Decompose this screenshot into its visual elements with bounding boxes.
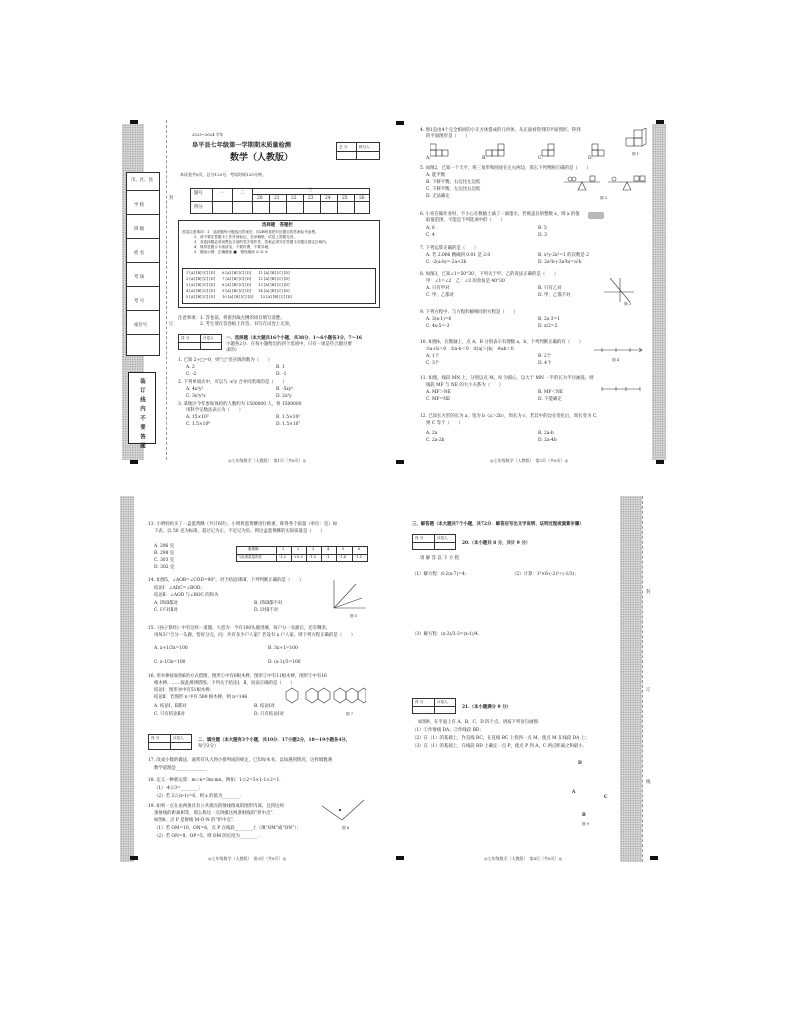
q15-option-a: A. x+1/3x=100 xyxy=(154,646,188,651)
score-sub-22: 22 xyxy=(291,196,297,201)
info-label-class: 班 级 xyxy=(134,227,145,232)
question-19: 19. 如果一点在由两条具有公共端点的射线组成的图形内部，且到这两 xyxy=(148,804,284,809)
q5-option-d: D. 无法确定 xyxy=(426,194,450,199)
question-12: 12. 已知长方形的长为 a，宽为 b（a＞2b），周长为 c，若其中的边长变化后，周长变为 C， xyxy=(420,414,601,419)
question-16-cont: 根木棒，……按此规律搭图，下列关于结论Ⅰ，Ⅱ，说法正确的是（ ） xyxy=(154,681,295,686)
q19-figure-caption: 图 8 xyxy=(342,826,350,830)
number-line-figure xyxy=(592,342,644,358)
answer-card-line: 4．保持答题卡卡面清洁，不要折叠、不要弄破。 xyxy=(194,245,272,249)
q21-part-2: （2）在（1）的基础上，作直线 BC，在直线 BC 上找到一点 M，使点 M 在线段 DA 上； xyxy=(412,736,590,741)
q4-option-d: D. xyxy=(588,156,593,161)
q8-option-d: D. 甲、乙都不对 xyxy=(538,293,571,298)
q7-option-b: B. x²y-2x²=1 的次数是 2 xyxy=(538,253,589,258)
q20-part-1: （1）解方程：6-2(x-7)=4； xyxy=(412,572,470,577)
q12-option-d: D. 2a-4b xyxy=(538,438,557,443)
score-sub-24: 24 xyxy=(325,196,331,201)
q21-score-label: 得 分 xyxy=(415,700,424,704)
q9-option-b: B. 2x-3=1 xyxy=(538,317,560,322)
question-7: 7. 下列运算正确的是（ ） xyxy=(420,246,479,251)
score-sub-26: 26 xyxy=(359,196,365,201)
q3-option-a: A. 15×10⁵ xyxy=(186,415,209,420)
question-19-cont: 如图8，点 P 是射线 M-O-N 的“折中点”． xyxy=(154,818,238,823)
exam-year: 2023~2024 学年 xyxy=(192,132,224,137)
q20-score-label: 得 分 xyxy=(415,536,424,540)
section1-title: 一、选择题（本大题共16个小题，共38分．1～6小题各3分，7～16 xyxy=(226,336,362,341)
question-3: 3. 某地区今年参加体检的人数约为 1500000 人，将 1500000 xyxy=(178,402,302,407)
section2-title: 二、填空题（本大题有3个小题，共10分．17小题2分，18～19小题各4分， xyxy=(198,738,351,743)
q21-figure-caption: 图 9 xyxy=(582,822,590,826)
question-11: 11. 如图，线段 MN 上，分别以点 M，N 为圆心，以大于 MN 一半的长为半径画弧，则 xyxy=(420,376,594,381)
registration-mark xyxy=(130,856,138,860)
q20-part-3: （3）解方程：(x-2)/3-3=(x-1)/4． xyxy=(412,632,483,637)
info-label-seat: 座位号 xyxy=(134,323,148,328)
q4-option-b: B. xyxy=(482,156,487,161)
q6-option-b: B. 5 xyxy=(538,226,547,231)
score-sub-20: 20 xyxy=(257,196,263,201)
q8-option-a: A. 只有甲对 xyxy=(426,286,450,291)
question-15-cont: 再每3户合分一头鹿，恰好分完，问：共有多少户人家？若设有 x 户人家，则下列方程正确的是（ ） xyxy=(154,633,356,638)
exam-notice: 本试卷共8页，总分120分，考试时间120分钟。 xyxy=(180,172,266,177)
question-13: 13. 小明妈妈买了一盒蛋黄酥（共计6块），小明将蛋黄酥进行称重，称得各个质量（单位：克）如 xyxy=(148,522,337,527)
q13-table-head: 3 xyxy=(312,547,315,551)
registration-mark xyxy=(656,460,664,464)
q9-option-a: A. 3(x-1)=6 xyxy=(426,317,452,322)
hexagon-pattern-figure xyxy=(282,686,366,706)
question-21: 21.（本小题满分 9 分） xyxy=(462,705,511,710)
q7-option-d: D. 2a²b-(-3a²b)=a²b xyxy=(538,260,582,265)
q13-table-cell: -1.2 xyxy=(279,555,286,559)
bubble-row[interactable]: 4 [A] [B] [C] [D] 9 [A] [B] [C] [D] 14 [A] [B] [C] [D] xyxy=(186,289,290,293)
attention-note: 2. 考生请在答卷纸上作答，书写在试卷上无效。 xyxy=(178,322,294,327)
section1-title: 小题各2分．在每小题给出的四个选项中，只有一项是符合题目要 xyxy=(226,342,352,347)
q6-option-d: D. 3 xyxy=(538,233,547,238)
point-a: A xyxy=(572,790,576,795)
bubble-row[interactable]: 3 [A] [B] [C] [D] 8 [A] [B] [C] [D] 13 [A] [B] [C] [D] xyxy=(186,283,290,287)
question-17-cont: 数学道理是______________ xyxy=(154,766,207,771)
q14-option-c: C. Ⅰ不对Ⅱ对 xyxy=(154,608,178,613)
q2-option-c: C. 3x²y²z xyxy=(186,394,206,399)
q13-table-cell: 与标准质量的差 xyxy=(238,555,262,559)
q16-conclusion-2: 结论Ⅱ：若图形 n 中有 589 根木棒，则 n=146 xyxy=(154,695,248,700)
q10-figure-caption: 图 4 xyxy=(612,358,620,362)
section2-grader-label: 评卷人 xyxy=(173,736,184,740)
q10-option-d: D. 4个 xyxy=(538,361,552,366)
page-3-footer: ◎七年级数学（人教版） 第3页（共8页）◎ xyxy=(208,856,287,861)
q5-figure-caption: 图 2 xyxy=(600,196,608,200)
section3-title: 三、解答题（本大题共7个小题，共72分．解答应写出文字说明、证明过程或演算步骤） xyxy=(412,522,584,527)
q1-option-c: C. -2 xyxy=(186,372,197,377)
q13-table-cell: -1.5 xyxy=(309,555,316,559)
question-6: 6. 小亮在做作业时，不小心在数轴上滴了一滴墨水，若被盖住的整数 x，则 x 的值 xyxy=(420,212,580,217)
score-sub-23: 23 xyxy=(308,196,314,201)
q1-option-a: A. 2 xyxy=(186,365,195,370)
q19-part-2: （2）若 ON=8，OP=5，则 OM 的长度为________． xyxy=(154,834,262,839)
registration-mark xyxy=(130,120,138,124)
q3-option-c: C. 1.5×10⁶ xyxy=(186,422,211,427)
ink-blot xyxy=(588,212,604,219)
q19-part-1: （1）若 OM=10，ON=6，点 P 在线段________上（填“OM”或“ON”）； xyxy=(154,826,301,831)
registration-mark xyxy=(650,856,658,860)
page-2-footer: ◎七年级数学（人教版） 第2页（共8页）◎ xyxy=(490,458,569,463)
q5-option-a: A. 能平衡 xyxy=(426,173,446,178)
q16-option-b: B. 结论Ⅰ对 xyxy=(254,704,275,709)
q14-option-d: D. Ⅰ对Ⅱ不对 xyxy=(254,608,279,613)
q1-option-d: D. -1 xyxy=(276,372,287,377)
q11-option-b: B. MF＜NE xyxy=(538,390,563,395)
q9-option-d: D. x/2=2 xyxy=(538,324,558,329)
exam-title: 阜平县七年级第一学期期末质量检测 xyxy=(192,142,291,149)
q21-part-1: （1）①作射线 DA；②作线段 BD； xyxy=(412,728,484,733)
q14-conclusion-2: 结论Ⅱ：∠AOD 与∠BOC 的和为 xyxy=(154,593,219,598)
q10-option-c: C. 3个 xyxy=(426,361,440,366)
answer-card-rule: 答卷注意事项：1．选择题每小题选出答案后，用2B铅笔把对应题目的答案标号涂黑。 xyxy=(182,230,319,234)
info-label-school: 学 校 xyxy=(134,203,145,208)
q13-option-c: C. 303 克 xyxy=(154,558,175,563)
q2-option-d: D. 2x²y xyxy=(276,394,292,399)
question-3-cont: 用科学记数法表示为（ ） xyxy=(186,408,244,413)
q14-figure-caption: 图 5 xyxy=(350,614,358,618)
exam-subject: 数学（人教版） xyxy=(230,153,294,163)
score-header-2: 二 xyxy=(240,191,245,196)
q15-option-b: B. 3x+1=100 xyxy=(268,646,298,651)
question-20-intro: 请 解 答 以 下 方 程 xyxy=(420,556,460,561)
page-4-footer: ◎七年级数学（人教版） 第4页（共8页）◎ xyxy=(484,856,563,861)
no-answer-stamp-text: 装 订 线 内 不 要 答 题 xyxy=(139,378,145,450)
question-21-intro: 如图9，在平面上有 A，B，C，D 四个点，请按下列语句画图． xyxy=(418,720,543,725)
question-13-cont: 下表，以 50 克为标准，超过记为正，不足记为负，则这盒蛋黄酥的实际质量是（ ） xyxy=(154,529,325,534)
q2-option-b: B. -5xy² xyxy=(276,387,294,392)
binding-strip-bottom-left xyxy=(120,496,134,862)
q20-grader-label: 评卷人 xyxy=(437,536,448,540)
score-sub-25: 25 xyxy=(342,196,348,201)
question-9: 9. 下列方程中，与方程的解相同的方程是（ ） xyxy=(420,310,518,315)
q11-option-c: C. MF=NE xyxy=(426,397,451,402)
question-4-cont: 的平面图形是（ ） xyxy=(426,134,470,139)
total-score-label: 总 分 xyxy=(339,145,348,149)
attention-note: 注意事项：1. 答卷前，将密封线左侧的项目填写清楚。 xyxy=(178,316,285,321)
q16-option-d: D. 只有结论Ⅰ对 xyxy=(254,712,284,717)
question-16: 16. 用木棒按如图6的方式搭图，图形①中有6根木棒，图形②中有11根木棒，图形③中有16 xyxy=(148,674,327,679)
answer-card-line: 2．请不要在答题卡上作任何标记，在草稿纸、试卷上答题无效。 xyxy=(194,235,297,239)
bubble-row[interactable]: 5 [A] [B] [C] [D] 10 [A] [B] [C] [D] 15 [A] [B] [C] [D] xyxy=(186,295,292,299)
q6-option-a: A. 6 xyxy=(426,226,435,231)
q21-part-3: （3）在（1）的基础上，在线段 BD 上确定一点 P，使点 P 到 A，C 两点距离之和最小． xyxy=(412,744,588,749)
margin-line-mark: 线 xyxy=(646,780,651,785)
section2-title: 每空2分） xyxy=(198,744,219,749)
score-sub-21: 21 xyxy=(274,196,280,201)
section2-score-label: 得 分 xyxy=(151,736,160,740)
q12-option-b: B. 2a-b xyxy=(538,431,554,436)
margin-line-mark: 订 xyxy=(646,688,651,693)
q13-table-head: 1 xyxy=(282,547,285,551)
binding-strip-top-right xyxy=(652,124,666,460)
q2-option-a: A. 4x²y² xyxy=(186,387,204,392)
question-5: 5. 如图2，已知一个天平，将三角形和圆放在左右两边，那么下列判断正确的是（ ） xyxy=(420,166,591,171)
q14-option-a: A. Ⅰ和Ⅱ都对 xyxy=(154,601,178,606)
q11-option-d: D. 不能确定 xyxy=(538,397,562,402)
q13-table-head: 蛋黄酥 xyxy=(248,547,259,551)
point-c: C xyxy=(604,795,608,800)
q4-figure-caption: 图 1 xyxy=(632,152,640,156)
segment-figure xyxy=(600,382,642,396)
question-8: 8. 如图3，已知∠1=50°30′，下列关于甲、乙的说法正确的是（ ） xyxy=(420,272,559,277)
q18-part-1: （1）-4☆3=________； xyxy=(154,786,203,791)
point-b: B xyxy=(582,813,586,818)
section1-grader-label: 评卷人 xyxy=(203,336,214,340)
grader-label: 核分人 xyxy=(359,145,370,149)
q16-figure-caption: 图 7 xyxy=(346,712,354,716)
q8-option-c: C. 甲、乙都对 xyxy=(426,293,454,298)
q13-table-head: 5 xyxy=(342,547,345,551)
score-row-label: 得分 xyxy=(194,205,203,210)
score-header-3: 三 xyxy=(308,188,313,193)
margin-line-mark: 订 xyxy=(169,322,174,327)
q7-option-a: A. 若 2.006 精确到 0.01 是 2.0 xyxy=(426,253,491,258)
q13-table-cell: +0.5 xyxy=(294,555,303,559)
question-15: 15.《孙子算经》中有这样一道题，大意为：今有100头鹿进城，每户分一头鹿后，还有剩余， xyxy=(148,626,331,631)
q18-part-2: （2）若 2☆(x-1)=6，则 x 的值为________． xyxy=(154,794,245,799)
registration-mark xyxy=(396,856,404,860)
q3-option-b: B. 1.5×10⁵ xyxy=(276,415,301,420)
binding-strip-bottom-right xyxy=(620,496,642,862)
q4-option-c: C. xyxy=(538,156,543,161)
q12-option-c: C. 2a-2b xyxy=(426,438,445,443)
angle-figure xyxy=(602,276,636,304)
q4-option-a: A. xyxy=(426,156,431,161)
registration-mark xyxy=(656,120,664,124)
q10-option-b: B. 2个 xyxy=(538,354,552,359)
q13-table-cell: -1.4 xyxy=(339,555,346,559)
margin-seal-mark: 封 xyxy=(646,590,651,595)
info-label-number: 考 号 xyxy=(134,299,145,304)
point-d: D xyxy=(578,761,582,766)
question-4: 4. 图1是由4个完全相同的小正方体搭成的几何体，从正面看得到的平面图形，得到 xyxy=(420,128,581,133)
q13-option-a: A. 296 克 xyxy=(154,544,175,549)
info-label-region: 市、区、县 xyxy=(131,178,153,183)
q1-option-b: B. 1 xyxy=(276,365,285,370)
q12-option-a: A. 2a xyxy=(426,431,438,436)
margin-seal-mark: 封 xyxy=(169,196,174,201)
q8-figure-caption: 图 3 xyxy=(624,302,632,306)
section1-score-label: 得 分 xyxy=(181,336,190,340)
q11-option-a: A. MF＞NE xyxy=(426,390,451,395)
q6-option-c: C. 4 xyxy=(426,233,435,238)
q13-option-b: B. 298 克 xyxy=(154,551,175,556)
bubble-row[interactable]: 1 [A] [B] [C] [D] 6 [A] [B] [C] [D] 11 [A] [B] [C] [D] xyxy=(186,271,290,275)
answer-card-line: 3．非选择题必须用黑色字迹的签字笔作答，答案必须写在答题卡各题目指定区域内。 xyxy=(194,240,330,244)
section1-title: 求的） xyxy=(226,348,240,353)
answer-card-line: 5．填涂示例：正确填涂 ■ 错误填涂 ☑ ☒ ⊙ xyxy=(194,250,268,254)
broken-ray-figure xyxy=(318,796,368,826)
question-1: 1. 已知 2+□=0，则“□”处应填的数为（ ） xyxy=(178,358,273,363)
cube-figure xyxy=(624,128,650,150)
bubble-row[interactable]: 2 [A] [B] [C] [D] 7 [A] [B] [C] [D] 12 [A] [B] [C] [D] xyxy=(186,277,290,281)
q8-option-b: B. 只有乙对 xyxy=(538,286,562,291)
q10-option-a: A. 1个 xyxy=(426,354,440,359)
q16-option-a: A. 结论Ⅰ，Ⅱ都对 xyxy=(154,704,187,709)
q15-option-c: C. x-1/3x=100 xyxy=(154,660,186,665)
q16-conclusion-1: 结论Ⅰ：图形⑩中有51根木棒； xyxy=(154,688,215,693)
page-1-footer: ◎七年级数学（人教版） 第1页（共8页）◎ xyxy=(228,458,307,463)
question-19-cont: 条射线的距离相等，那么称这一点叫做这两条射线的“折中点”． xyxy=(154,811,278,816)
q14-option-b: B. Ⅰ和Ⅱ都不对 xyxy=(254,601,283,606)
q4-option-figures xyxy=(430,142,630,164)
question-2: 2. 下列单项式中，可以与 -x²y 合并同类项的是（ ） xyxy=(178,380,287,385)
score-header-qno: 题号 xyxy=(194,191,203,196)
question-20: 20.（本小题共 8 分，共计 9 分） xyxy=(462,541,531,546)
q13-table-head: 4 xyxy=(327,547,330,551)
q16-option-c: C. 只有结论Ⅱ对 xyxy=(154,712,185,717)
info-label-name: 姓 名 xyxy=(134,251,145,256)
q15-option-d: D. (x-1)/3=100 xyxy=(268,660,301,665)
question-6-cont: 取值范围，不能是下列选项中的（ ） xyxy=(426,218,506,223)
q9-option-c: C. 4x-5=-3 xyxy=(426,324,450,329)
q13-option-d: D. 302 克 xyxy=(154,565,175,570)
score-header-1: 一 xyxy=(220,191,225,196)
question-8-cont: 甲：∠1=∠2 乙：∠3 的余角是 40°30′ xyxy=(426,279,506,284)
q5-option-c: C. 下移平衡，左边比右边低 xyxy=(426,187,481,192)
q14-conclusion-1: 结论Ⅰ：∠ADC=∠BOD； xyxy=(154,586,205,591)
q7-option-c: C. -2(a-b)=-2a+2b xyxy=(426,260,467,265)
question-10-cont: ①a+b＞0 ②a-b＜0 ③|a|＞|b| ④ab＜0 xyxy=(426,347,514,352)
info-label-room: 考 场 xyxy=(134,275,145,280)
answer-card-title: 选择题 答题栏 xyxy=(262,223,293,228)
q21-grader-label: 评卷人 xyxy=(437,700,448,704)
q13-table-cell: -1.5 xyxy=(355,555,362,559)
q13-table-head: 6 xyxy=(358,547,361,551)
rays-figure xyxy=(330,578,370,614)
q13-table-cell: -1 xyxy=(326,555,330,559)
question-11-cont: 线段 MF 与 NE 的大小关系为（ ） xyxy=(426,383,504,388)
q13-table-head: 2 xyxy=(297,547,300,551)
q5-option-b: B. 下移平衡，右边比左边低 xyxy=(426,180,481,185)
q20-part-2: （2）计算：1³×6-(-2)³÷(-1/3)； xyxy=(512,572,579,577)
registration-mark xyxy=(396,121,404,125)
registration-mark xyxy=(396,460,404,464)
question-10: 10. 如图4，在数轴上，点 A，B 分别表示有理数 a，b，下列判断正确的有（ ） xyxy=(420,340,584,345)
question-12-cont: 则 C 等于（ ） xyxy=(426,421,463,426)
question-14: 14. 如图5，∠AOB=∠COD=90°，对于结论Ⅰ和Ⅱ，下列判断正确的是（ ） xyxy=(148,578,304,583)
question-17: 17. 改成小数的做法，通常有从大到小排列成的规定，已知每本书，以如遇到情况，这样填数遇 xyxy=(148,758,333,763)
question-18: 18. 定义一种新运算：m☆n=3m-mn，例如：1☆2=3×1-1×2=1． xyxy=(148,778,284,783)
registration-mark xyxy=(130,460,138,464)
q3-option-d: D. 1.5×10⁷ xyxy=(276,422,301,427)
